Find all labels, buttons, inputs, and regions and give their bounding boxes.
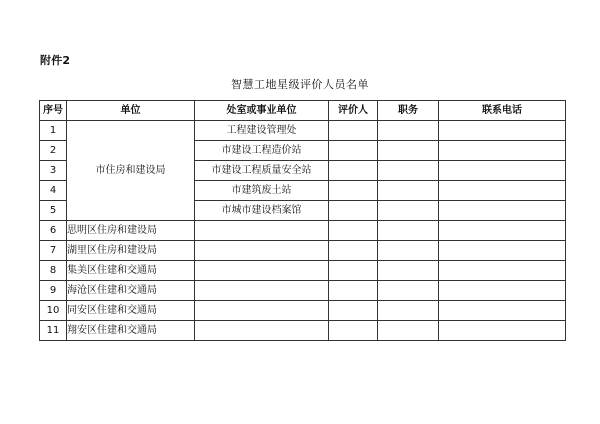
evaluator-cell [329,261,378,281]
position-cell [378,241,439,261]
position-cell [378,221,439,241]
table-row [40,281,566,301]
table-header-row [40,101,566,121]
phone-cell [439,161,566,181]
evaluator-cell [329,181,378,201]
row-number: 8 [40,261,67,281]
department-cell: 市城市建设档案馆 [195,201,329,221]
position-cell [378,141,439,161]
table-row [40,121,566,141]
table-row [40,301,566,321]
row-number: 10 [40,301,67,321]
attachment-label: 附件2 [40,54,71,67]
phone-cell [439,221,566,241]
position-cell [378,181,439,201]
unit-cell: 海沧区住建和交通局 [67,281,195,301]
evaluator-cell [329,201,378,221]
row-number: 5 [40,201,67,221]
phone-cell [439,181,566,201]
unit-cell: 集美区住建和交通局 [67,261,195,281]
evaluator-cell [329,161,378,181]
row-number: 1 [40,121,67,141]
phone-cell [439,281,566,301]
phone-cell [439,201,566,221]
position-cell [378,301,439,321]
column-header-phone: 联系电话 [439,101,566,121]
row-number: 11 [40,321,67,341]
row-number: 2 [40,141,67,161]
department-cell [195,241,329,261]
column-header-department: 处室或事业单位 [195,101,329,121]
row-number: 3 [40,161,67,181]
position-cell [378,201,439,221]
position-cell [378,321,439,341]
unit-cell-merged: 市住房和建设局 [67,121,195,221]
department-cell: 工程建设管理处 [195,121,329,141]
unit-cell: 湖里区住房和建设局 [67,241,195,261]
department-cell: 市建筑废土站 [195,181,329,201]
row-number: 9 [40,281,67,301]
phone-cell [439,141,566,161]
phone-cell [439,121,566,141]
evaluator-cell [329,241,378,261]
row-number: 4 [40,181,67,201]
evaluator-cell [329,301,378,321]
column-header-evaluator: 评价人 [329,101,378,121]
column-header-unit: 单位 [67,101,195,121]
department-cell [195,321,329,341]
row-number: 6 [40,221,67,241]
position-cell [378,161,439,181]
department-cell [195,221,329,241]
position-cell [378,121,439,141]
department-cell: 市建设工程造价站 [195,141,329,161]
evaluator-cell [329,141,378,161]
column-header-position: 职务 [378,101,439,121]
position-cell [378,261,439,281]
table-row [40,261,566,281]
phone-cell [439,321,566,341]
department-cell [195,281,329,301]
department-cell [195,301,329,321]
unit-cell: 思明区住房和建设局 [67,221,195,241]
phone-cell [439,261,566,281]
evaluator-cell [329,221,378,241]
evaluator-table [39,100,566,341]
phone-cell [439,241,566,261]
table-row [40,241,566,261]
department-cell [195,261,329,281]
row-number: 7 [40,241,67,261]
evaluator-cell [329,121,378,141]
phone-cell [439,301,566,321]
document-title: 智慧工地星级评价人员名单 [231,78,369,91]
unit-cell: 翔安区住建和交通局 [67,321,195,341]
table-row [40,221,566,241]
position-cell [378,281,439,301]
evaluator-cell [329,321,378,341]
column-header-no: 序号 [40,101,67,121]
evaluator-cell [329,281,378,301]
unit-cell: 同安区住建和交通局 [67,301,195,321]
department-cell: 市建设工程质量安全站 [195,161,329,181]
table-row [40,321,566,341]
